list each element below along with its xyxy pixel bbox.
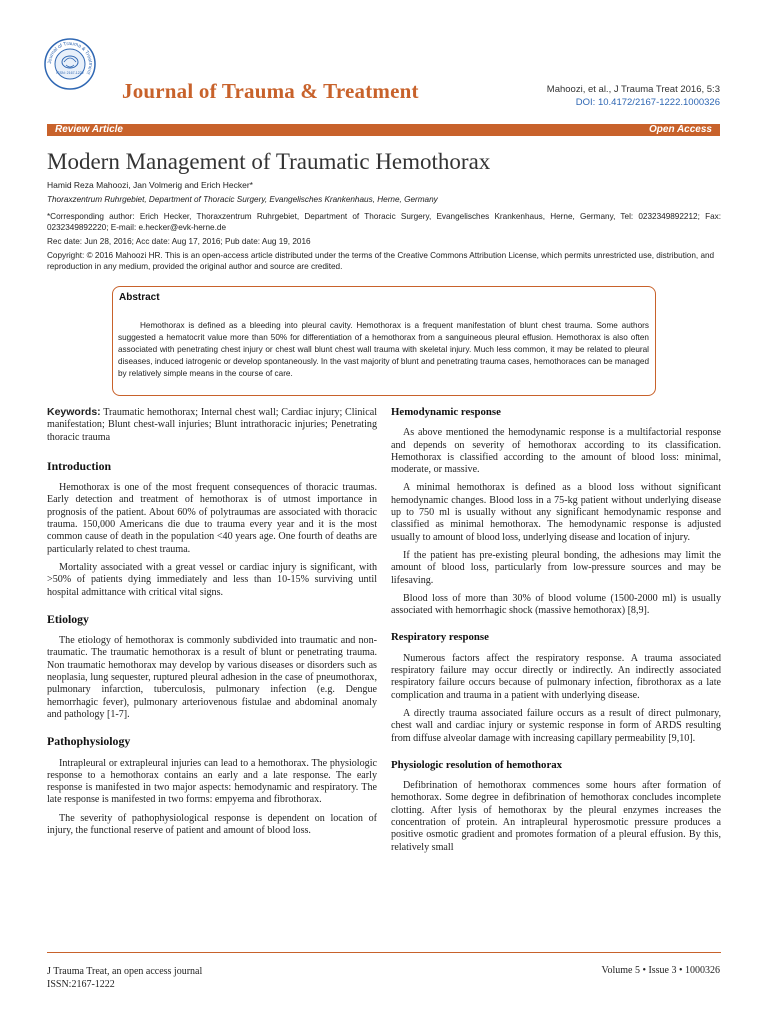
corresponding-author: *Corresponding author: Erich Hecker, Thoraxzentrum Ruhrgebiet, Department of Thoracic Surgery, Evangelisches Krankenhaus, Herne, Germany, Tel: 0232349892212; Fax: 0232349892220; E-mail: e.hecker@evk-herne.de: [47, 212, 721, 232]
journal-logo: [44, 38, 96, 90]
logo-ring-text: Journal of Trauma & Treatment: [46, 40, 94, 76]
paragraph: Hemothorax is one of the most frequent consequences of thoracic traumas. Early detection and treatment of hemothorax is of utmost importance in prognosis of the patient. About 60% of polytraumas are associated with thoracic trauma. 150,000 Americans die due to trauma every year and it is the most common cause of death in the population <40 years age. One fourth of deaths are particularly related to chest trauma.: [47, 482, 377, 555]
paragraph: Mortality associated with a great vessel or cardiac injury is significant, with >50% of patients dying immediately and less than 10-15% surviving until hospital admittance with critical vital signs.: [47, 561, 377, 598]
footer-issn: ISSN:2167-1222: [47, 979, 115, 990]
keywords-text: Traumatic hemothorax; Internal chest wall; Cardiac injury; Clinical manifestation; Blunt chest-wall injuries; Blunt intrathoracic injuries; Penetrating thoracic trauma: [47, 407, 377, 443]
paragraph: Intrapleural or extrapleural injuries can lead to a hemothorax. The physiologic response to a hemothorax contains an early and a late response. The early response is manifested in two major aspects: hemodynamic and respiratory. The late response is manifested in two forms: empyema and fibrothorax.: [47, 757, 377, 806]
paragraph: The etiology of hemothorax is commonly subdivided into traumatic and non-traumatic. The traumatic hemothorax is a result of blunt or penetrating trauma. Non traumatic hemothorax may develop by various diseases or disorders such as neoplasia, lung sequester, ruptured pleural adhesion in the case of pneumothorax, pulmonary infarction, tuberculosis, pulmonary infection (e.g. Dengue hemorrhagic fever), pulmonary arteriovenous fistulae and abdominal anomaly and pathology [1-7].: [47, 635, 377, 720]
section-heading-respiratory-response: Respiratory response: [391, 631, 489, 644]
article-dates: Rec date: Jun 28, 2016; Acc date: Aug 17, 2016; Pub date: Aug 19, 2016: [47, 237, 311, 246]
article-title: Modern Management of Traumatic Hemothorax: [47, 149, 491, 174]
copyright: Copyright: © 2016 Mahoozi HR. This is an open-access article distributed under the terms of the Creative Commons Attribution License, which permits unrestricted use, distribution, and reproduction in any medium, provided the original author and source are credited.: [47, 251, 715, 271]
section-heading-pathophysiology: Pathophysiology: [47, 734, 131, 749]
section-heading-etiology: Etiology: [47, 611, 89, 626]
open-access-label: Open Access: [649, 124, 712, 135]
left-column: [47, 406, 377, 843]
authors: Hamid Reza Mahoozi, Jan Volmerig and Erich Hecker*: [47, 180, 253, 190]
keywords: [47, 406, 377, 444]
paragraph: If the patient has pre-existing pleural bonding, the adhesions may limit the amount of blood loss, particularly from low-pressure sources and may be lifesaving.: [391, 549, 721, 586]
paragraph: A minimal hemothorax is defined as a blood loss without significant hemodynamic changes. Blood loss in a 75-kg patient without underlying disease up to 750 ml is usually without any significant hemodynamic response and classified as minimal hemothorax. The hemodynamic response is adjusted usually to amount of blood loss, underlying disease and location of injury.: [391, 482, 721, 543]
article-type-band: [47, 124, 720, 136]
affiliation: Thoraxzentrum Ruhrgebiet, Department of Thoracic Surgery, Evangelisches Krankenhaus, Herne, Germany: [47, 195, 438, 204]
paragraph: Defibrination of hemothorax commences some hours after formation of hemothorax. Some degree in defibrination of hemothorax concludes incomplete clotting. After lysis of hemothorax by the pleural enzymes increases the concentration of protein. An intrapleural hyperosmotic pressure produces a positive osmotic gradient and promotes formation of a pleural effusion. By this, relatively small: [391, 780, 721, 853]
paragraph: Numerous factors affect the respiratory response. A trauma associated respiratory failure may occur directly or indirectly. An indirectly associated respiratory failure occurs because of pulmonary infection, fibrothorax as a late complication and trauma in a patient with underlying disease.: [391, 652, 721, 701]
footer-journal-info: [47, 965, 202, 991]
section-heading-physiologic-resolution: Physiologic resolution of hemothorax: [391, 758, 563, 771]
abstract-text: Hemothorax is defined as a bleeding into pleural cavity. Hemothorax is a frequent manifestation of blunt chest trauma. Some authors suggested a hematocrit value more than 50% for differentiation of a hemothorax from a sanguineous pleural effusion. Hemothorax is also often associated with penetrating chest injury or chest wall blunt chest wall trauma with skeletal injury. Much less common, it may be related to pleural diseases, induced iatrogenic or develop spontaneously. In the vast majority of blunt and penetrating trauma cases, hemothoraces can be managed by relatively simple means in the course of care.: [118, 321, 649, 378]
citation: Mahoozi, et al., J Trauma Treat 2016, 5:3: [546, 84, 720, 95]
paragraph: A directly trauma associated failure occurs as a result of direct pulmonary, chest wall and cardiac injury or systemic response in form of ARDS resulting from diffuse alveolar damage with increasing capillary permeability [9,10].: [391, 707, 721, 744]
abstract-heading: Abstract: [119, 292, 160, 303]
citation-block: [547, 83, 720, 109]
journal-title: Journal of Trauma & Treatment: [122, 79, 419, 103]
footer-volume: Volume 5 • Issue 3 • 1000326: [601, 965, 720, 976]
section-heading-hemodynamic-response: Hemodynamic response: [391, 406, 501, 418]
footer-journal: J Trauma Treat, an open access journal: [47, 966, 203, 977]
abstract-box: [112, 286, 656, 396]
doi-link[interactable]: DOI: 10.4172/2167-1222.1000326: [575, 97, 720, 108]
section-heading-introduction: Introduction: [47, 458, 112, 473]
logo-issn: ISSN: 2167-1222: [56, 71, 84, 75]
keywords-label: Keywords:: [47, 406, 101, 418]
paragraph: As above mentioned the hemodynamic response is a multifactorial response and depends on severity of hemothorax according to its classification. Hemothorax is classified according to the amount of blood loss: minimal, moderate, or massive.: [391, 427, 721, 476]
article-type-label: Review Article: [55, 124, 123, 135]
right-column: [391, 406, 721, 860]
paragraph: Blood loss of more than 30% of blood volume (1500-2000 ml) is usually associated with hemorrhagic shock (massive hemothorax) [8,9].: [391, 592, 721, 617]
paragraph: The severity of pathophysiological response is dependent on location of injury, the functional reserve of patient and amount of blood loss.: [47, 812, 377, 837]
footer-divider: [47, 952, 721, 953]
